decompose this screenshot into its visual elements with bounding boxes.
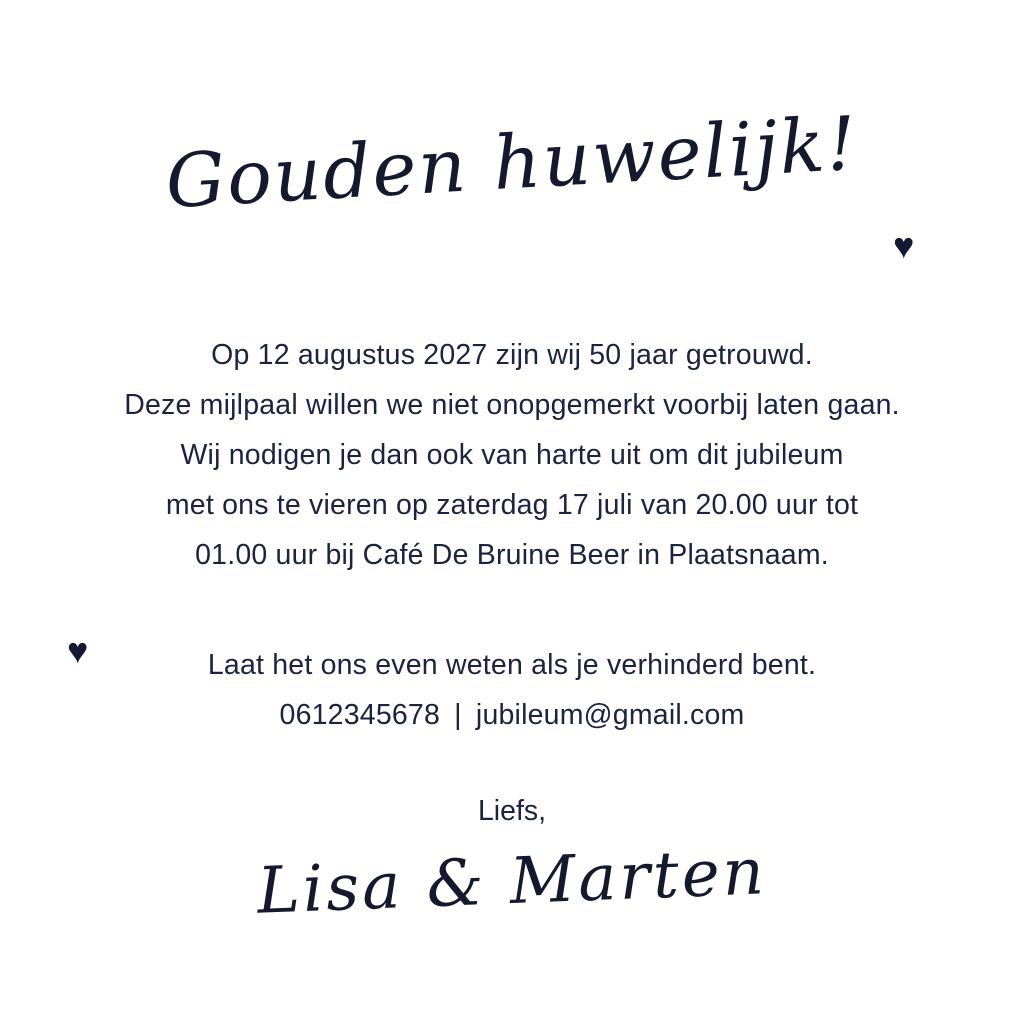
body-line: Wij nodigen je dan ook van harte uit om dit jubileum xyxy=(180,439,844,471)
contact-line xyxy=(0,690,1024,740)
card-body xyxy=(0,330,1024,580)
email-address[interactable]: jubileum@gmail.com xyxy=(475,699,745,731)
phone-number[interactable]: 0612345678 xyxy=(279,699,441,731)
rsvp-section xyxy=(0,640,1024,740)
card-headline: Gouden huwelijk! xyxy=(163,100,861,226)
rsvp-text: Laat het ons even weten als je verhinderd bent. xyxy=(207,649,817,681)
body-line: Op 12 augustus 2027 zijn wij 50 jaar getrouwd. xyxy=(211,339,813,371)
body-line: Deze mijlpaal willen we niet onopgemerkt voorbij laten gaan. xyxy=(124,389,900,421)
heart-icon: ♥ xyxy=(893,225,915,266)
heart-icon: ♥ xyxy=(67,630,89,671)
contact-separator: | xyxy=(454,699,462,731)
closing-text: Liefs, xyxy=(477,795,547,827)
body-line: 01.00 uur bij Café De Bruine Beer in Plaatsnaam. xyxy=(195,539,829,571)
body-line: met ons te vieren op zaterdag 17 juli van 20.00 uur tot xyxy=(165,489,859,521)
signature-names: Lisa & Marten xyxy=(255,835,769,929)
